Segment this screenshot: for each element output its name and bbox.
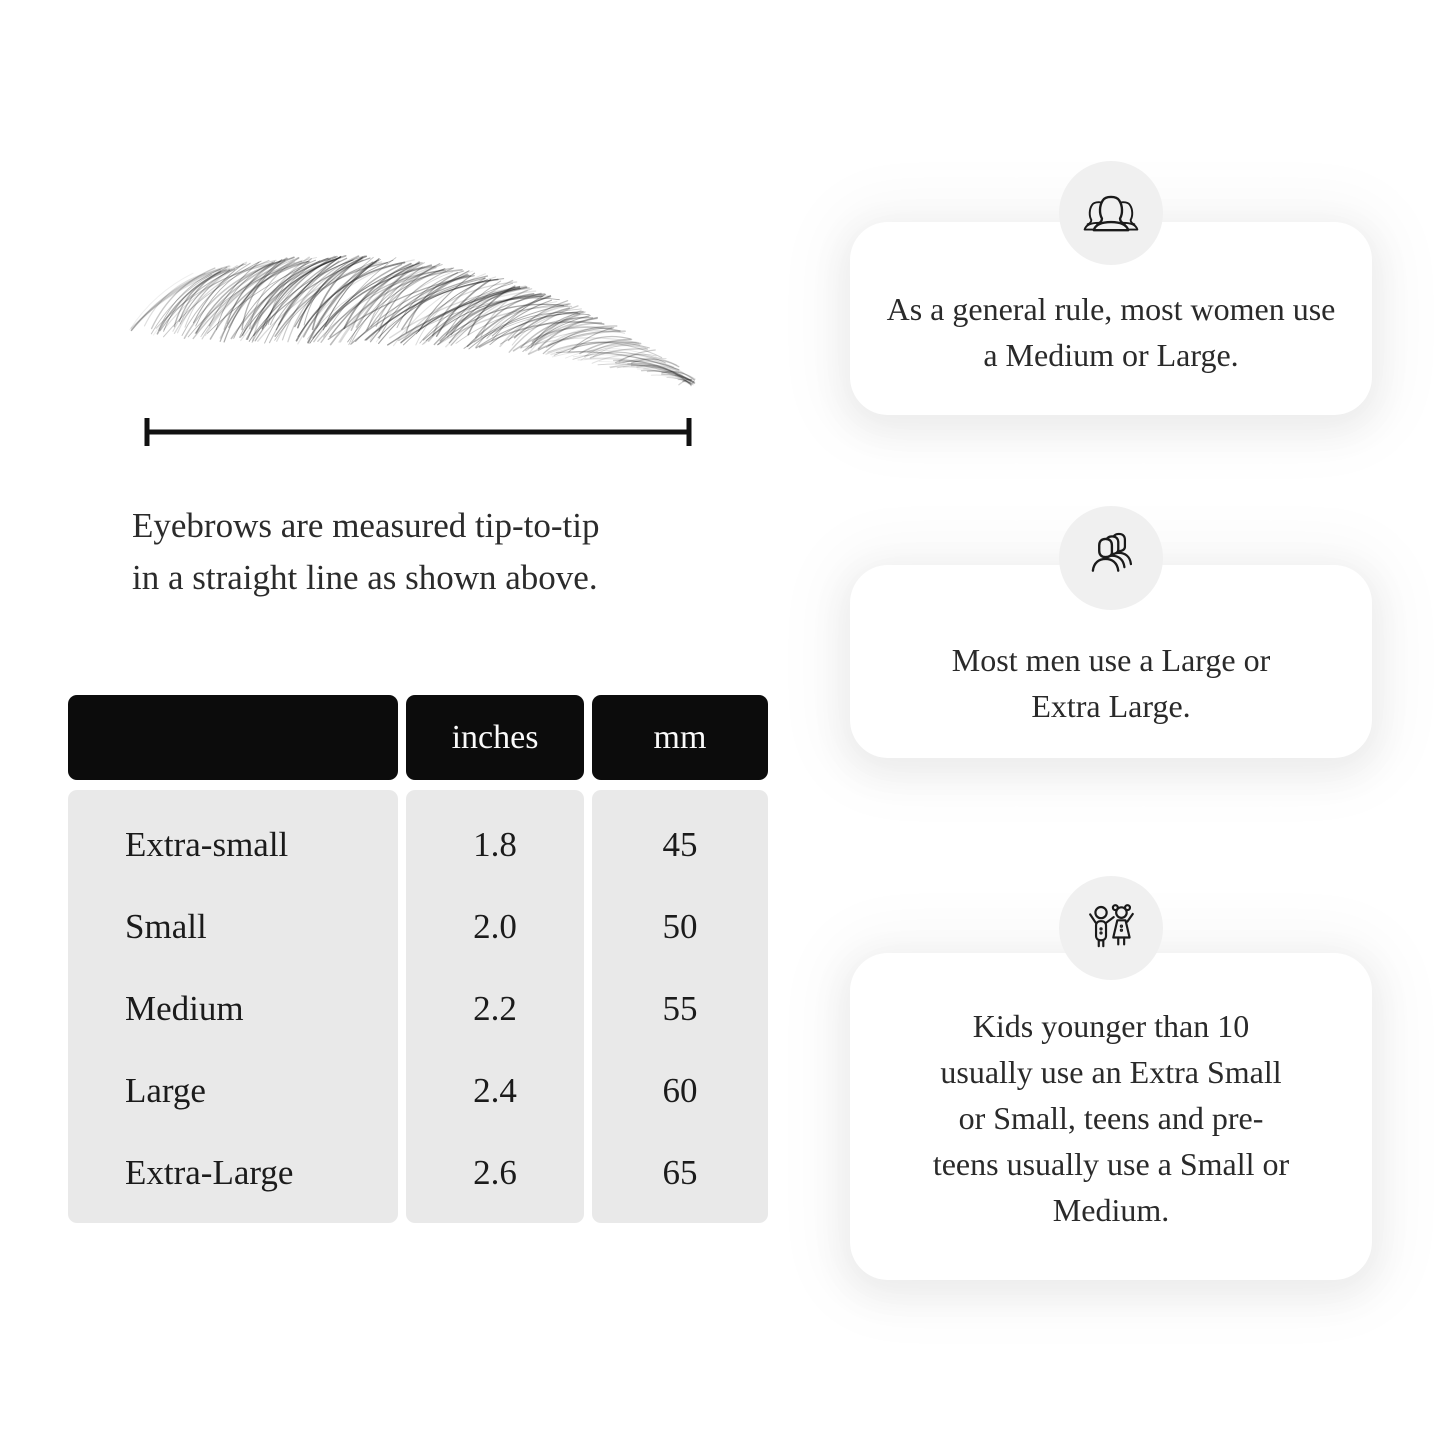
- table-cell-inches: 2.2: [473, 989, 517, 1028]
- table-cell-inches: 2.4: [473, 1071, 517, 1110]
- table-cell-label: Extra-small: [125, 825, 289, 864]
- size-table-body: [68, 790, 768, 1223]
- men-guide-text: Most men use a Large or Extra Large.: [951, 642, 1271, 724]
- table-cell-inches: 2.0: [473, 907, 517, 946]
- women-group-icon: [1082, 184, 1140, 242]
- table-cell-mm: 55: [662, 989, 698, 1028]
- table-cell-label: Small: [125, 907, 207, 946]
- table-cell-mm: 65: [662, 1153, 698, 1192]
- header-cell-inches: inches: [406, 695, 584, 780]
- kids-guide-text: Kids younger than 10 usually use an Extra Small or Small, teens and pre-teens usually use a Small or Medium.: [932, 1008, 1290, 1228]
- measurement-line: [138, 414, 698, 450]
- measurement-caption: [132, 500, 599, 604]
- header-cell-mm: mm: [592, 695, 768, 780]
- table-cell-mm: 50: [662, 907, 698, 946]
- size-col-inches: [406, 790, 584, 1223]
- table-cell-mm: 60: [662, 1071, 698, 1110]
- kids-guide-card: [850, 953, 1372, 1280]
- men-group-icon: [1082, 529, 1140, 587]
- women-guide-text: As a general rule, most women use a Medium or Large.: [886, 291, 1336, 373]
- header-cell-size-name: [68, 695, 398, 780]
- kids-icon-circle: [1059, 876, 1163, 980]
- table-cell-inches: 1.8: [473, 825, 517, 864]
- size-table-header: [68, 695, 768, 780]
- kids-icon: [1082, 899, 1140, 957]
- size-col-mm: [592, 790, 768, 1223]
- table-cell-label: Large: [125, 1071, 206, 1110]
- women-icon-circle: [1059, 161, 1163, 265]
- table-cell-inches: 2.6: [473, 1153, 517, 1192]
- table-cell-mm: 45: [662, 825, 698, 864]
- size-col-labels: [68, 790, 398, 1223]
- caption-line-2: in a straight line as shown above.: [132, 558, 598, 597]
- caption-line-1: Eyebrows are measured tip-to-tip: [132, 506, 600, 545]
- men-icon-circle: [1059, 506, 1163, 610]
- table-cell-label: Medium: [125, 989, 244, 1028]
- table-cell-label: Extra-Large: [125, 1153, 294, 1192]
- eyebrow-illustration: [115, 232, 715, 407]
